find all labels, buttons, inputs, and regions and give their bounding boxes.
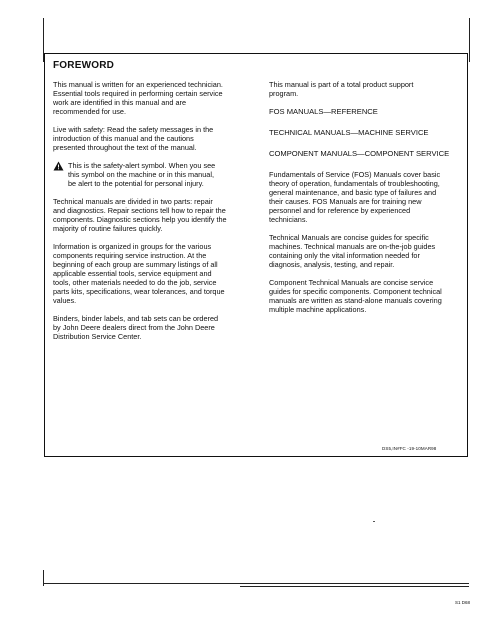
component-description-paragraph: Component Technical Manuals are concise service guides for specific components. Component technical manuals are written as stand-alone manuals covering multiple machine applications. bbox=[269, 278, 442, 314]
safety-alert-text: This is the safety-alert symbol. When you see this symbol on the machine or in this manual, be alert to the potential for personal injury. bbox=[68, 161, 216, 188]
print-speck bbox=[373, 521, 375, 522]
support-program-paragraph: This manual is part of a total product support program. bbox=[269, 80, 414, 98]
fos-description-paragraph: Fundamentals of Service (FOS) Manuals cover basic theory of operation, fundamentals of troubleshooting, general maintenance, and basic type of failures and their causes. FOS Manuals are for training new personnel and for reference by experienced technicians. bbox=[269, 170, 441, 224]
binders-paragraph: Binders, binder labels, and tab sets can be ordered by John Deere dealers direct from the John Deere Distribution Service Center. bbox=[53, 314, 219, 341]
page-title: FOREWORD bbox=[53, 60, 115, 71]
technical-manuals-heading: TECHNICAL MANUALS—MACHINE SERVICE bbox=[269, 128, 429, 137]
safety-alert-triangle-icon bbox=[53, 161, 64, 171]
left-column bbox=[53, 80, 261, 350]
safety-paragraph: Live with safety: Read the safety messages in the introduction of this manual and the cautions presented throughout the text of the manual. bbox=[53, 125, 214, 152]
bottom-rule-secondary bbox=[240, 586, 469, 587]
bottom-rule bbox=[43, 583, 469, 584]
page-reference: S1 D68 bbox=[455, 600, 471, 605]
top-right-rule bbox=[469, 18, 470, 62]
technical-manuals-paragraph: Technical manuals are divided in two parts: repair and diagnostics. Repair sections tell how to repair the components. Diagnostic sections help you identify the majority of routine failures quickly. bbox=[53, 197, 227, 233]
safety-alert-block bbox=[53, 161, 261, 188]
intro-paragraph: This manual is written for an experienced technician. Essential tools required in performing certain service work are identified in this manual and are recommended for use. bbox=[53, 80, 223, 116]
document-code: DS5,IN#FC -19-10MAR98 bbox=[382, 446, 437, 451]
fos-manuals-heading: FOS MANUALS—REFERENCE bbox=[269, 107, 378, 116]
right-column bbox=[269, 80, 463, 323]
component-manuals-heading: COMPONENT MANUALS—COMPONENT SERVICE bbox=[269, 149, 450, 158]
organization-paragraph: Information is organized in groups for the various components requiring service instruction. At the beginning of each group are summary listings of all applicable essential tools, service equipment and tools, other materials needed to do the job, service parts kits, specifications, wear tolerances, and torque values. bbox=[53, 242, 225, 305]
technical-description-paragraph: Technical Manuals are concise guides for specific machines. Technical manuals are on-the-job guides containing only the vital information needed for diagnosis, analysis, testing, and repair. bbox=[269, 233, 436, 269]
